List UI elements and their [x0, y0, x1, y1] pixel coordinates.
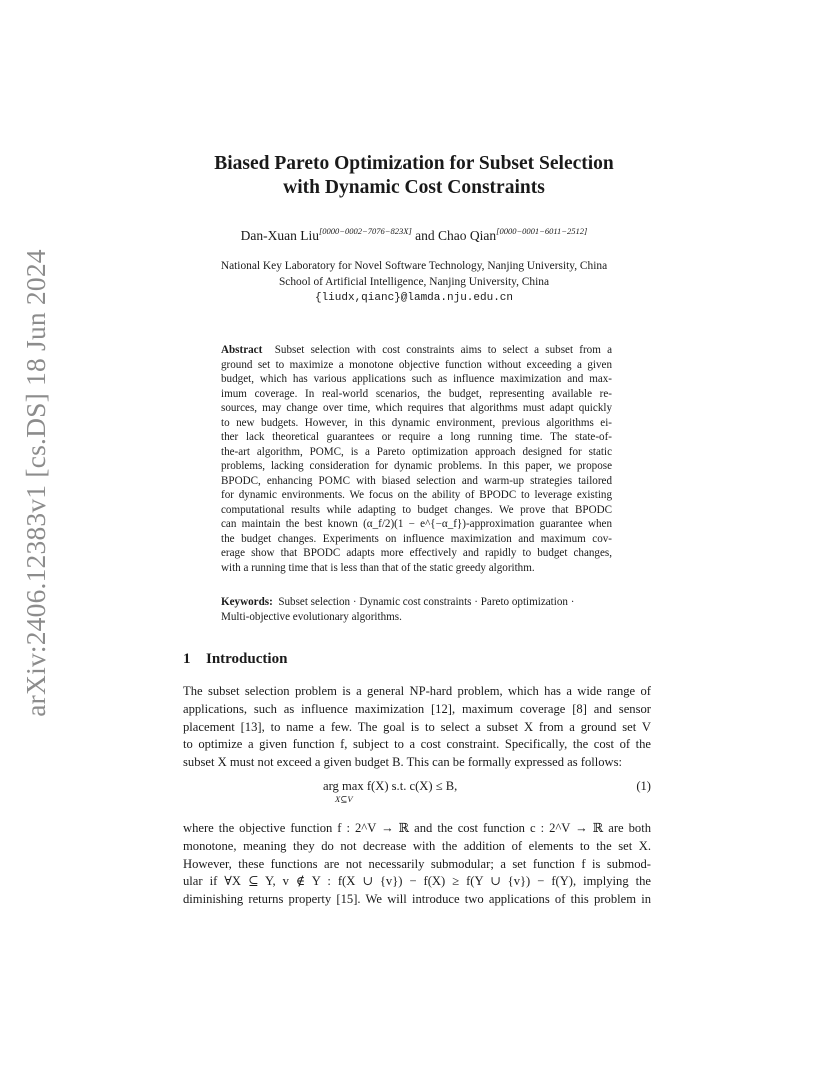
abstract-line: can maintain the best known (α_f/2)(1 − e^{−α_f})-approximation guarantee when: [221, 518, 612, 530]
abstract-line: the budget changes. Experiments on influence maximization and maximum cov-: [221, 532, 612, 545]
abstract-line: for dynamic environments. We focus on the ability of BPODC to leverage existing: [221, 489, 612, 501]
paragraph-line: monotone, meaning they do not decrease with the addition of elements to the set X.: [183, 838, 651, 853]
paragraph-line: subset X must not exceed a given budget B. This can be formally expressed as follows:: [183, 755, 623, 770]
keywords-line: Multi-objective evolutionary algorithms.: [221, 611, 402, 623]
body-paragraph: [183, 820, 651, 909]
paragraph-line: to optimize a given function f, subject to a cost constraint. Specifically, the cost of the: [183, 737, 651, 752]
author-name: Dan-Xuan Liu: [240, 228, 319, 243]
abstract-line: sources, may change over time, which requires that algorithms must adapt quickly: [221, 402, 612, 414]
abstract-line: imum coverage. In real-world scenarios, the budget, representing available re-: [221, 387, 612, 400]
abstract: [221, 343, 612, 575]
abstract-line: computational results while adapting to budget changes. We prove that BPODC: [221, 503, 612, 516]
equation-body: arg max f(X) s.t. c(X) ≤ B,: [323, 779, 458, 793]
keywords: [221, 595, 612, 625]
equation-1: [183, 779, 651, 809]
paper-title: [0, 152, 828, 200]
paragraph-line: diminishing returns property [15]. We will introduce two applications of this problem in: [183, 892, 651, 907]
equation-number: (1): [636, 779, 651, 793]
section-title: Introduction: [206, 651, 288, 667]
section-number: 1: [183, 651, 191, 667]
title-line-2: with Dynamic Cost Constraints: [283, 177, 545, 198]
abstract-line: to new budgets. However, in this dynamic environment, previous algorithms ei-: [221, 416, 612, 429]
author-list: [0, 226, 828, 244]
abstract-line: problems, lacking consideration for dynamic problems. In this paper, we propose: [221, 460, 612, 472]
equation-subscript: X⊆V: [335, 794, 353, 804]
author-name: Chao Qian: [438, 228, 497, 243]
paragraph-line: where the objective function f : 2^V → ℝ and the cost function c : 2^V → ℝ are both: [183, 821, 651, 835]
author-conjunction: and: [415, 228, 435, 243]
title-line-1: Biased Pareto Optimization for Subset Selection: [214, 153, 614, 174]
abstract-line: BPODC, enhancing POMC with biased selection and warm-up strategies tailored: [221, 474, 612, 487]
paragraph-line: The subset selection problem is a general NP-hard problem, which has a wide range of: [183, 684, 651, 698]
affiliation-line: National Key Laboratory for Novel Software Technology, Nanjing University, China: [220, 260, 608, 272]
intro-paragraph: [183, 683, 651, 772]
author-orcid[interactable]: [0000−0002−7076−823X]: [319, 226, 412, 236]
paragraph-line: placement [13], to name a few. The goal is to select a subset X from a ground set V: [183, 719, 651, 734]
abstract-line: with a running time that is less than that of the static greedy algorithm.: [221, 561, 535, 574]
keywords-label: Keywords:: [221, 596, 273, 608]
abstract-line: Abstract Subset selection with cost constraints aims to select a subset from a: [221, 344, 612, 356]
keywords-line: Keywords: Subset selection · Dynamic cost constraints · Pareto optimization ·: [221, 596, 575, 608]
section-heading: [183, 651, 287, 668]
abstract-line: ther lack theoretical guarantees or require a long running time. The state-of-: [221, 431, 612, 443]
paragraph-line: applications, such as influence maximization [12], maximum coverage [8] and sensor: [183, 701, 651, 716]
author-orcid[interactable]: [0000−0001−6011−2512]: [496, 226, 588, 236]
abstract-line: erage show that BPODC adapts more effectively and rapidly to budget changes,: [221, 547, 612, 559]
abstract-label: Abstract: [221, 344, 263, 356]
abstract-line: ground set to maximize a monotone objective function without exceeding a given: [221, 358, 612, 371]
email-address: {liudx,qianc}@lamda.nju.edu.cn: [314, 292, 514, 304]
paragraph-line: However, these functions are not necessarily submodular; a set function f is submod-: [183, 856, 651, 871]
arxiv-stamp-text: arXiv:2406.12383v1 [cs.DS] 18 Jun 2024: [20, 249, 51, 717]
affiliations: [0, 258, 828, 306]
paragraph-line: ular if ∀X ⊆ Y, v ∉ Y : f(X ∪ {v}) − f(X) ≥ f(Y ∪ {v}) − f(Y), implying the: [183, 874, 651, 889]
affiliation-line: School of Artificial Intelligence, Nanjing University, China: [278, 276, 550, 288]
abstract-line: the-art algorithm, POMC, is a Pareto optimization approach designed for static: [221, 445, 612, 458]
abstract-line: budget, which has various applications such as influence maximization and max-: [221, 373, 612, 385]
